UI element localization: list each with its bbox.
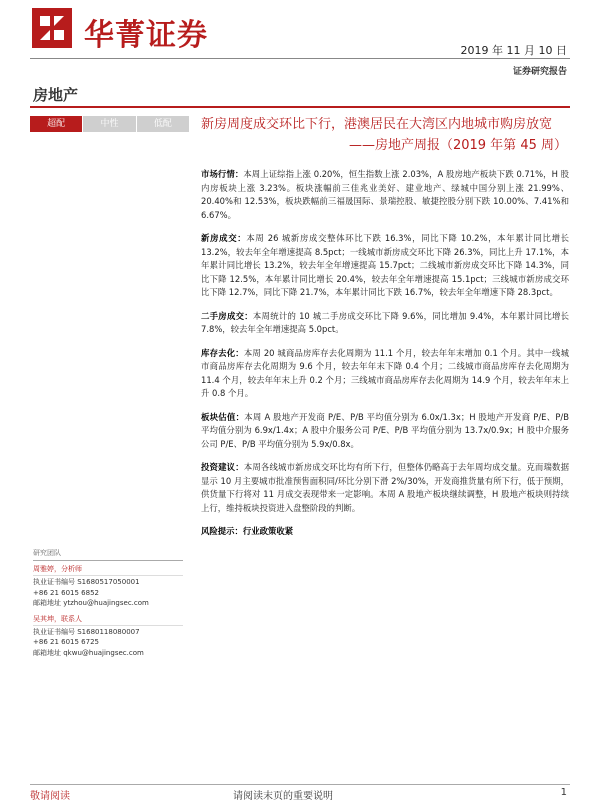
- rating-bar: [30, 116, 190, 132]
- section-label: 库存去化：: [201, 347, 244, 358]
- rating-overweight: 超配: [30, 116, 83, 132]
- section-label: 二手房成交：: [201, 310, 253, 321]
- research-team: [33, 548, 183, 663]
- section-text: 行业政策收紧: [242, 526, 294, 536]
- section-inventory: [201, 347, 569, 401]
- huajing-logo-icon: [30, 6, 74, 50]
- report-type: 证券研究报告: [512, 67, 567, 77]
- section-text: 本周上证综指上涨 0.20%，恒生指数上涨 2.03%，A 股房地产板块下跌 0.71%，H 股内房板块上涨 3.23%。板块涨幅前三佳兆业美好、建业地产、绿城中国分别上涨 21.99%、20.40%和 12.53%，板块跌幅前三福晟国际、景瑞控股、敏捷控股分别下跌 10.00%、7.41%和 6.67%。: [201, 169, 570, 220]
- analyst-email[interactable]: 邮箱地址 ytzhou@huajingsec.com: [33, 599, 149, 607]
- footer-disclaimer: 请阅读末页的重要说明: [233, 791, 333, 800]
- analyst-cert: 执业证书编号 S1680118080007: [33, 627, 140, 636]
- section-label: 市场行情：: [201, 169, 244, 179]
- section-label: 风险提示：: [201, 526, 243, 536]
- header-divider: [30, 58, 570, 59]
- rating-underweight: 低配: [137, 116, 190, 132]
- section-market: [201, 168, 569, 222]
- section-text: 本周 26 城新房成交整体环比下跌 16.3%，同比下降 10.2%，本年累计同比增长 13.2%，较去年全年增速提高 8.5pct；一线城市新房成交环比下降 26.3%，同比上升 17.1%，本年累计同比增长 13.2%，较去年全年增速提高 15.7pct；二线城市新房成交环比下降 14.3%，同比下降 12.5%，本年累计同比增长 20.4%，较去年全年增速提高 15.1pct；三线城市新房成交环比下降 12.7%，同比下降 21.7%，本年累计同比下跌 16.7%，较去年全年增速下降 28.3pct。: [201, 233, 570, 297]
- rating-neutral: 中性: [83, 116, 136, 132]
- footer-divider: [30, 784, 570, 785]
- sector-title: 房地产: [33, 86, 79, 104]
- company-logo: [30, 6, 230, 53]
- section-label: 新房成交：: [201, 233, 247, 243]
- report-title: 新房周度成交环比下行，港澳居民在大湾区内地城市购房放宽: [201, 117, 553, 132]
- analyst-phone: +86 21 6015 6725: [33, 638, 99, 646]
- analyst-name: 周雅婷，分析师: [33, 564, 183, 576]
- analyst-cert: 执业证书编号 S1680517050001: [33, 578, 140, 586]
- section-advice: [201, 461, 569, 515]
- company-name: 华菁证券: [84, 18, 208, 53]
- section-text: 本周 20 城商品房库存去化周期为 11.1 个月，较去年年末增加 0.1 个月。其中一线城市商品房库存去化周期为 9.6 个月，较去年年末下降 0.4 个月；二线城市商品房库存去化周期为 11.4 个月，较去年年末上升 0.2 个月；三线城市商品房库存去化周期为 14.9 个月，较去年年末上升 0.8 个月。: [201, 347, 569, 398]
- section-second-hand: [201, 310, 569, 337]
- section-new-home: [201, 232, 569, 300]
- analyst-card: [33, 614, 183, 659]
- report-body: [201, 168, 569, 549]
- analyst-email[interactable]: 邮箱地址 qkwu@huajingsec.com: [33, 648, 144, 657]
- section-text: 本周各线城市新房成交环比均有所下行，但整体仍略高于去年周均成交量。克而瑞数据显示 10 月主要城市批准预售面积同/环比分别下滑 2%/30%，开发商推货量有所下行，低于预期，供货量下行将对 11 月成交表现带来一定影响。本周 A 股地产板块继续调整，H 股地产板块则持续上行，维持板块投资进入盘整阶段的判断。: [201, 462, 569, 513]
- analyst-phone: +86 21 6015 6852: [33, 588, 99, 597]
- section-text: 本周 A 股地产开发商 P/E、P/B 平均值分别为 6.0x/1.3x；H 股地产开发商 P/E、P/B 平均值分别为 6.9x/1.4x；A 股中介服务公司 P/E、P/B 平均值分别为 13.7x/0.9x；H 股中介服务公司 P/E、P/B 平均值分别为 5.9x/0.8x。: [201, 411, 569, 449]
- report-date: 2019 年 11 月 10 日: [460, 44, 567, 57]
- section-valuation: [201, 411, 569, 452]
- analyst-card: [33, 564, 183, 609]
- report-subtitle: ——房地产周报（2019 年第 45 周）: [348, 138, 567, 153]
- page-number: 1: [560, 787, 567, 798]
- sector-divider: [30, 106, 570, 108]
- research-team-heading: 研究团队: [33, 548, 183, 561]
- analyst-name: 吴其坤，联系人: [33, 614, 183, 626]
- section-risk: [201, 525, 569, 539]
- section-label: 投资建议：: [201, 462, 244, 472]
- section-label: 板块估值：: [201, 411, 245, 422]
- section-text: 本周统计的 10 城二手房成交环比下降 9.6%，同比增加 9.4%，本年累计同比增长 7.8%，较去年全年增速提高 5.0pct。: [201, 310, 570, 334]
- footer-left-note: 敬请阅读: [30, 791, 70, 800]
